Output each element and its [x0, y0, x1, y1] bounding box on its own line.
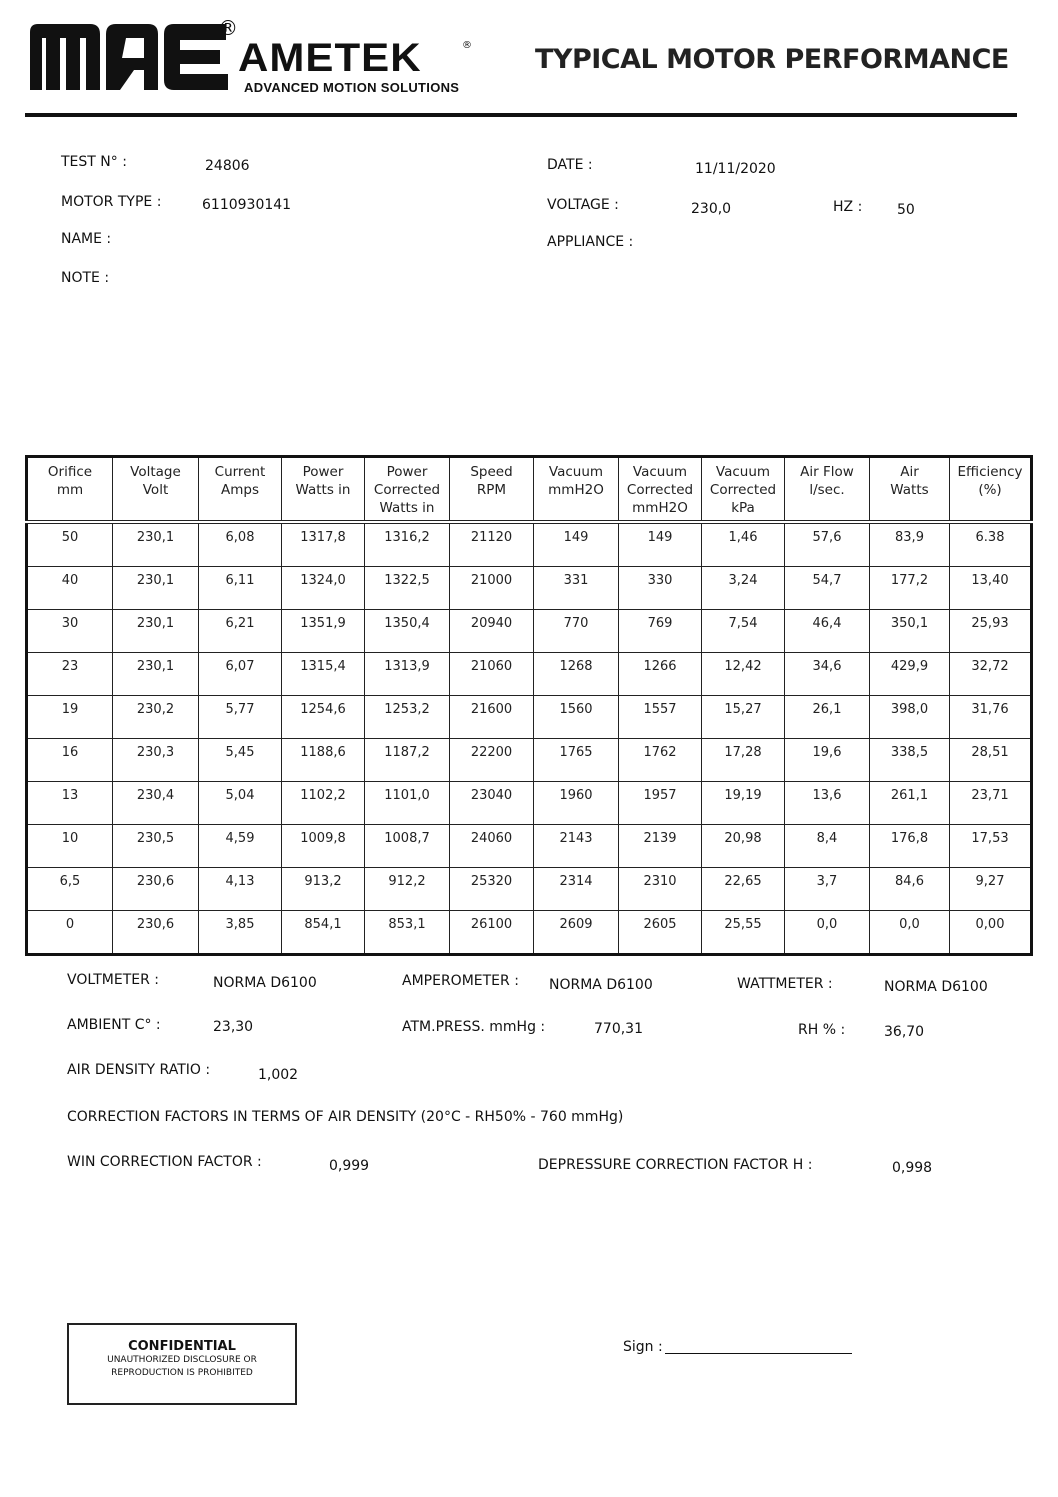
table-cell: 177,2: [870, 567, 950, 610]
table-cell: 17,53: [950, 825, 1032, 868]
table-cell: 21600: [450, 696, 534, 739]
table-row: [27, 868, 1032, 911]
test-no-label: TEST N° :: [61, 154, 127, 170]
table-cell: 25,55: [702, 911, 785, 955]
table-cell: 6.38: [950, 522, 1032, 567]
voltmeter-label: VOLTMETER :: [67, 972, 159, 988]
table-cell: 5,77: [199, 696, 282, 739]
table-cell: 9,27: [950, 868, 1032, 911]
voltage-label: VOLTAGE :: [547, 197, 619, 213]
table-cell: 13: [27, 782, 113, 825]
table-cell: 0,0: [870, 911, 950, 955]
table-cell: 1957: [619, 782, 702, 825]
brand-registered-mark: ®: [462, 40, 472, 51]
table-cell: 4,13: [199, 868, 282, 911]
wattmeter-value: NORMA D6100: [884, 979, 988, 995]
table-row: [27, 653, 1032, 696]
table-cell: 770: [534, 610, 619, 653]
table-cell: 912,2: [365, 868, 450, 911]
table-cell: 28,51: [950, 739, 1032, 782]
table-cell: 0: [27, 911, 113, 955]
table-cell: 6,07: [199, 653, 282, 696]
table-cell: 25320: [450, 868, 534, 911]
table-cell: 1313,9: [365, 653, 450, 696]
test-no-value: 24806: [205, 158, 250, 174]
table-cell: 230,3: [113, 739, 199, 782]
table-cell: 1557: [619, 696, 702, 739]
table-cell: 853,1: [365, 911, 450, 955]
rh-value: 36,70: [884, 1024, 925, 1040]
date-value: 11/11/2020: [695, 161, 776, 177]
table-cell: 21060: [450, 653, 534, 696]
table-cell: 0,00: [950, 911, 1032, 955]
table-cell: 913,2: [282, 868, 365, 911]
table-cell: 2143: [534, 825, 619, 868]
table-cell: 230,4: [113, 782, 199, 825]
table-cell: 149: [619, 522, 702, 567]
column-header-line: Orifice: [47, 464, 93, 480]
table-cell: 1102,2: [282, 782, 365, 825]
voltage-value: 230,0: [691, 201, 732, 217]
table-cell: 31,76: [950, 696, 1032, 739]
table-cell: 6,08: [199, 522, 282, 567]
column-header-line: Air: [900, 464, 919, 480]
correction-note: CORRECTION FACTORS IN TERMS OF AIR DENSITY (20°C - RH50% - 760 mmHg): [67, 1109, 624, 1125]
table-cell: 1765: [534, 739, 619, 782]
column-header-line: mmH2O: [632, 500, 688, 516]
table-cell: 1187,2: [365, 739, 450, 782]
table-cell: 149: [534, 522, 619, 567]
column-header-line: Vacuum: [715, 464, 771, 480]
table-cell: 6,5: [27, 868, 113, 911]
table-cell: 22,65: [702, 868, 785, 911]
page-title: TYPICAL MOTOR PERFORMANCE: [535, 44, 1009, 75]
table-cell: 1253,2: [365, 696, 450, 739]
table-cell: 1316,2: [365, 522, 450, 567]
brand-subtitle: ADVANCED MOTION SOLUTIONS: [244, 80, 460, 95]
table-cell: 1762: [619, 739, 702, 782]
column-header-line: Vacuum: [548, 464, 604, 480]
table-row: [27, 696, 1032, 739]
column-header: [365, 457, 450, 523]
column-header-line: l/sec.: [809, 482, 845, 498]
table-cell: 57,6: [785, 522, 870, 567]
column-header-line: Watts in: [295, 482, 351, 498]
table-cell: 26100: [450, 911, 534, 955]
table-cell: 1350,4: [365, 610, 450, 653]
column-header-line: kPa: [731, 500, 755, 516]
table-cell: 23040: [450, 782, 534, 825]
table-cell: 2139: [619, 825, 702, 868]
voltmeter-value: NORMA D6100: [213, 975, 317, 991]
column-header-line: Corrected: [373, 482, 441, 498]
motor-type-label: MOTOR TYPE :: [61, 194, 162, 210]
table-cell: 6,11: [199, 567, 282, 610]
table-cell: 1560: [534, 696, 619, 739]
atm-press-label: ATM.PRESS. mmHg :: [402, 1019, 546, 1035]
table-cell: 23,71: [950, 782, 1032, 825]
table-row: [27, 610, 1032, 653]
table-cell: 26,1: [785, 696, 870, 739]
ambient-value: 23,30: [213, 1019, 254, 1035]
table-cell: 6,21: [199, 610, 282, 653]
confidential-title: CONFIDENTIAL: [128, 1339, 236, 1354]
table-cell: 83,9: [870, 522, 950, 567]
table-cell: 854,1: [282, 911, 365, 955]
table-cell: 8,4: [785, 825, 870, 868]
confidential-line-1: UNAUTHORIZED DISCLOSURE OR: [107, 1355, 257, 1365]
table-cell: 1,46: [702, 522, 785, 567]
table-cell: 3,7: [785, 868, 870, 911]
table-cell: 13,6: [785, 782, 870, 825]
table-cell: 19,19: [702, 782, 785, 825]
table-cell: 3,85: [199, 911, 282, 955]
column-header-line: RPM: [476, 482, 507, 498]
table-cell: 429,9: [870, 653, 950, 696]
table-cell: 23: [27, 653, 113, 696]
signature-line[interactable]: [665, 1353, 852, 1354]
table-cell: 1188,6: [282, 739, 365, 782]
confidential-stamp: [67, 1323, 297, 1405]
table-cell: 20940: [450, 610, 534, 653]
table-cell: 5,04: [199, 782, 282, 825]
appliance-label: APPLIANCE :: [547, 234, 634, 250]
table-cell: 1266: [619, 653, 702, 696]
table-cell: 13,40: [950, 567, 1032, 610]
mae-logo-graphic: [30, 24, 230, 90]
performance-table: [25, 455, 1033, 956]
note-label: NOTE :: [61, 270, 110, 286]
table-cell: 769: [619, 610, 702, 653]
table-cell: 15,27: [702, 696, 785, 739]
motor-type-value: 6110930141: [202, 197, 292, 213]
table-cell: 16: [27, 739, 113, 782]
table-cell: 230,1: [113, 567, 199, 610]
table-cell: 230,1: [113, 610, 199, 653]
win-correction-value: 0,999: [329, 1158, 370, 1174]
table-row: [27, 782, 1032, 825]
column-header: [27, 457, 113, 523]
table-cell: 1315,4: [282, 653, 365, 696]
name-label: NAME :: [61, 231, 112, 247]
table-cell: 261,1: [870, 782, 950, 825]
table-cell: 1322,5: [365, 567, 450, 610]
table-cell: 84,6: [870, 868, 950, 911]
column-header-line: (%): [978, 482, 1002, 498]
table-row: [27, 825, 1032, 868]
table-cell: 54,7: [785, 567, 870, 610]
table-cell: 40: [27, 567, 113, 610]
table-cell: 1008,7: [365, 825, 450, 868]
column-header-line: Vacuum: [632, 464, 688, 480]
table-row: [27, 522, 1032, 567]
table-cell: 24060: [450, 825, 534, 868]
wattmeter-label: WATTMETER :: [737, 976, 833, 992]
column-header-line: mm: [56, 482, 84, 498]
amperometer-value: NORMA D6100: [549, 977, 653, 993]
hz-label: HZ :: [833, 199, 863, 215]
amperometer-label: AMPEROMETER :: [402, 973, 519, 989]
air-density-label: AIR DENSITY RATIO :: [67, 1062, 211, 1078]
table-cell: 4,59: [199, 825, 282, 868]
column-header: [534, 457, 619, 523]
table-cell: 7,54: [702, 610, 785, 653]
table-cell: 1317,8: [282, 522, 365, 567]
column-header-line: Corrected: [626, 482, 694, 498]
air-density-value: 1,002: [258, 1067, 299, 1083]
table-cell: 2310: [619, 868, 702, 911]
table-cell: 21120: [450, 522, 534, 567]
table-cell: 230,2: [113, 696, 199, 739]
table-cell: 350,1: [870, 610, 950, 653]
ametek-brand: AMETEK: [238, 36, 422, 80]
date-label: DATE :: [547, 157, 593, 173]
table-cell: 46,4: [785, 610, 870, 653]
table-cell: 230,1: [113, 522, 199, 567]
confidential-line-2: REPRODUCTION IS PROHIBITED: [111, 1368, 253, 1378]
table-cell: 3,24: [702, 567, 785, 610]
table-cell: 30: [27, 610, 113, 653]
table-cell: 10: [27, 825, 113, 868]
table-cell: 338,5: [870, 739, 950, 782]
table-cell: 34,6: [785, 653, 870, 696]
table-cell: 176,8: [870, 825, 950, 868]
rh-label: RH % :: [798, 1022, 846, 1038]
column-header-line: mmH2O: [548, 482, 604, 498]
table-body: [27, 522, 1032, 955]
column-header: [870, 457, 950, 523]
table-cell: 2605: [619, 911, 702, 955]
column-header: [282, 457, 365, 523]
table-cell: 1351,9: [282, 610, 365, 653]
table-cell: 50: [27, 522, 113, 567]
table-cell: 20,98: [702, 825, 785, 868]
table-cell: 25,93: [950, 610, 1032, 653]
table-cell: 2609: [534, 911, 619, 955]
column-header: [450, 457, 534, 523]
column-header-line: Current: [214, 464, 266, 480]
column-header: [113, 457, 199, 523]
table-cell: 21000: [450, 567, 534, 610]
column-header-line: Power: [386, 464, 428, 480]
table-cell: 331: [534, 567, 619, 610]
table-row: [27, 739, 1032, 782]
column-header-line: Watts in: [379, 500, 435, 516]
table-cell: 1324,0: [282, 567, 365, 610]
table-cell: 1101,0: [365, 782, 450, 825]
table-cell: 1268: [534, 653, 619, 696]
column-header-line: Speed: [470, 464, 513, 480]
table-cell: 5,45: [199, 739, 282, 782]
ambient-label: AMBIENT C° :: [67, 1017, 161, 1033]
sign-label: Sign :: [623, 1339, 663, 1355]
column-header-line: Volt: [142, 482, 169, 498]
column-header: [785, 457, 870, 523]
column-header-line: Corrected: [709, 482, 777, 498]
column-header: [619, 457, 702, 523]
table-cell: 12,42: [702, 653, 785, 696]
column-header: [199, 457, 282, 523]
table-cell: 230,6: [113, 868, 199, 911]
table-cell: 1254,6: [282, 696, 365, 739]
table-cell: 22200: [450, 739, 534, 782]
column-header: [950, 457, 1032, 523]
table-cell: 2314: [534, 868, 619, 911]
column-header-line: Power: [302, 464, 344, 480]
column-header-line: Watts: [890, 482, 929, 498]
table-cell: 230,5: [113, 825, 199, 868]
table-cell: 0,0: [785, 911, 870, 955]
table-cell: 17,28: [702, 739, 785, 782]
table-cell: 1960: [534, 782, 619, 825]
table-header-row: [27, 457, 1032, 523]
table-cell: 1009,8: [282, 825, 365, 868]
table-cell: 330: [619, 567, 702, 610]
column-header: [702, 457, 785, 523]
table-cell: 398,0: [870, 696, 950, 739]
column-header-line: Amps: [221, 482, 259, 498]
column-header-line: Efficiency: [957, 464, 1023, 480]
column-header-line: Voltage: [130, 464, 181, 480]
header-divider: [25, 113, 1017, 117]
hz-value: 50: [897, 202, 915, 218]
column-header-line: Air Flow: [800, 464, 854, 480]
depressure-correction-label: DEPRESSURE CORRECTION FACTOR H :: [538, 1157, 813, 1173]
table-cell: 32,72: [950, 653, 1032, 696]
table-cell: 230,1: [113, 653, 199, 696]
win-correction-label: WIN CORRECTION FACTOR :: [67, 1154, 262, 1170]
table-row: [27, 911, 1032, 955]
depressure-correction-value: 0,998: [892, 1160, 933, 1176]
atm-press-value: 770,31: [594, 1021, 643, 1037]
table-cell: 19: [27, 696, 113, 739]
registered-mark: ®: [218, 16, 238, 40]
table-cell: 19,6: [785, 739, 870, 782]
table-row: [27, 567, 1032, 610]
table-cell: 230,6: [113, 911, 199, 955]
